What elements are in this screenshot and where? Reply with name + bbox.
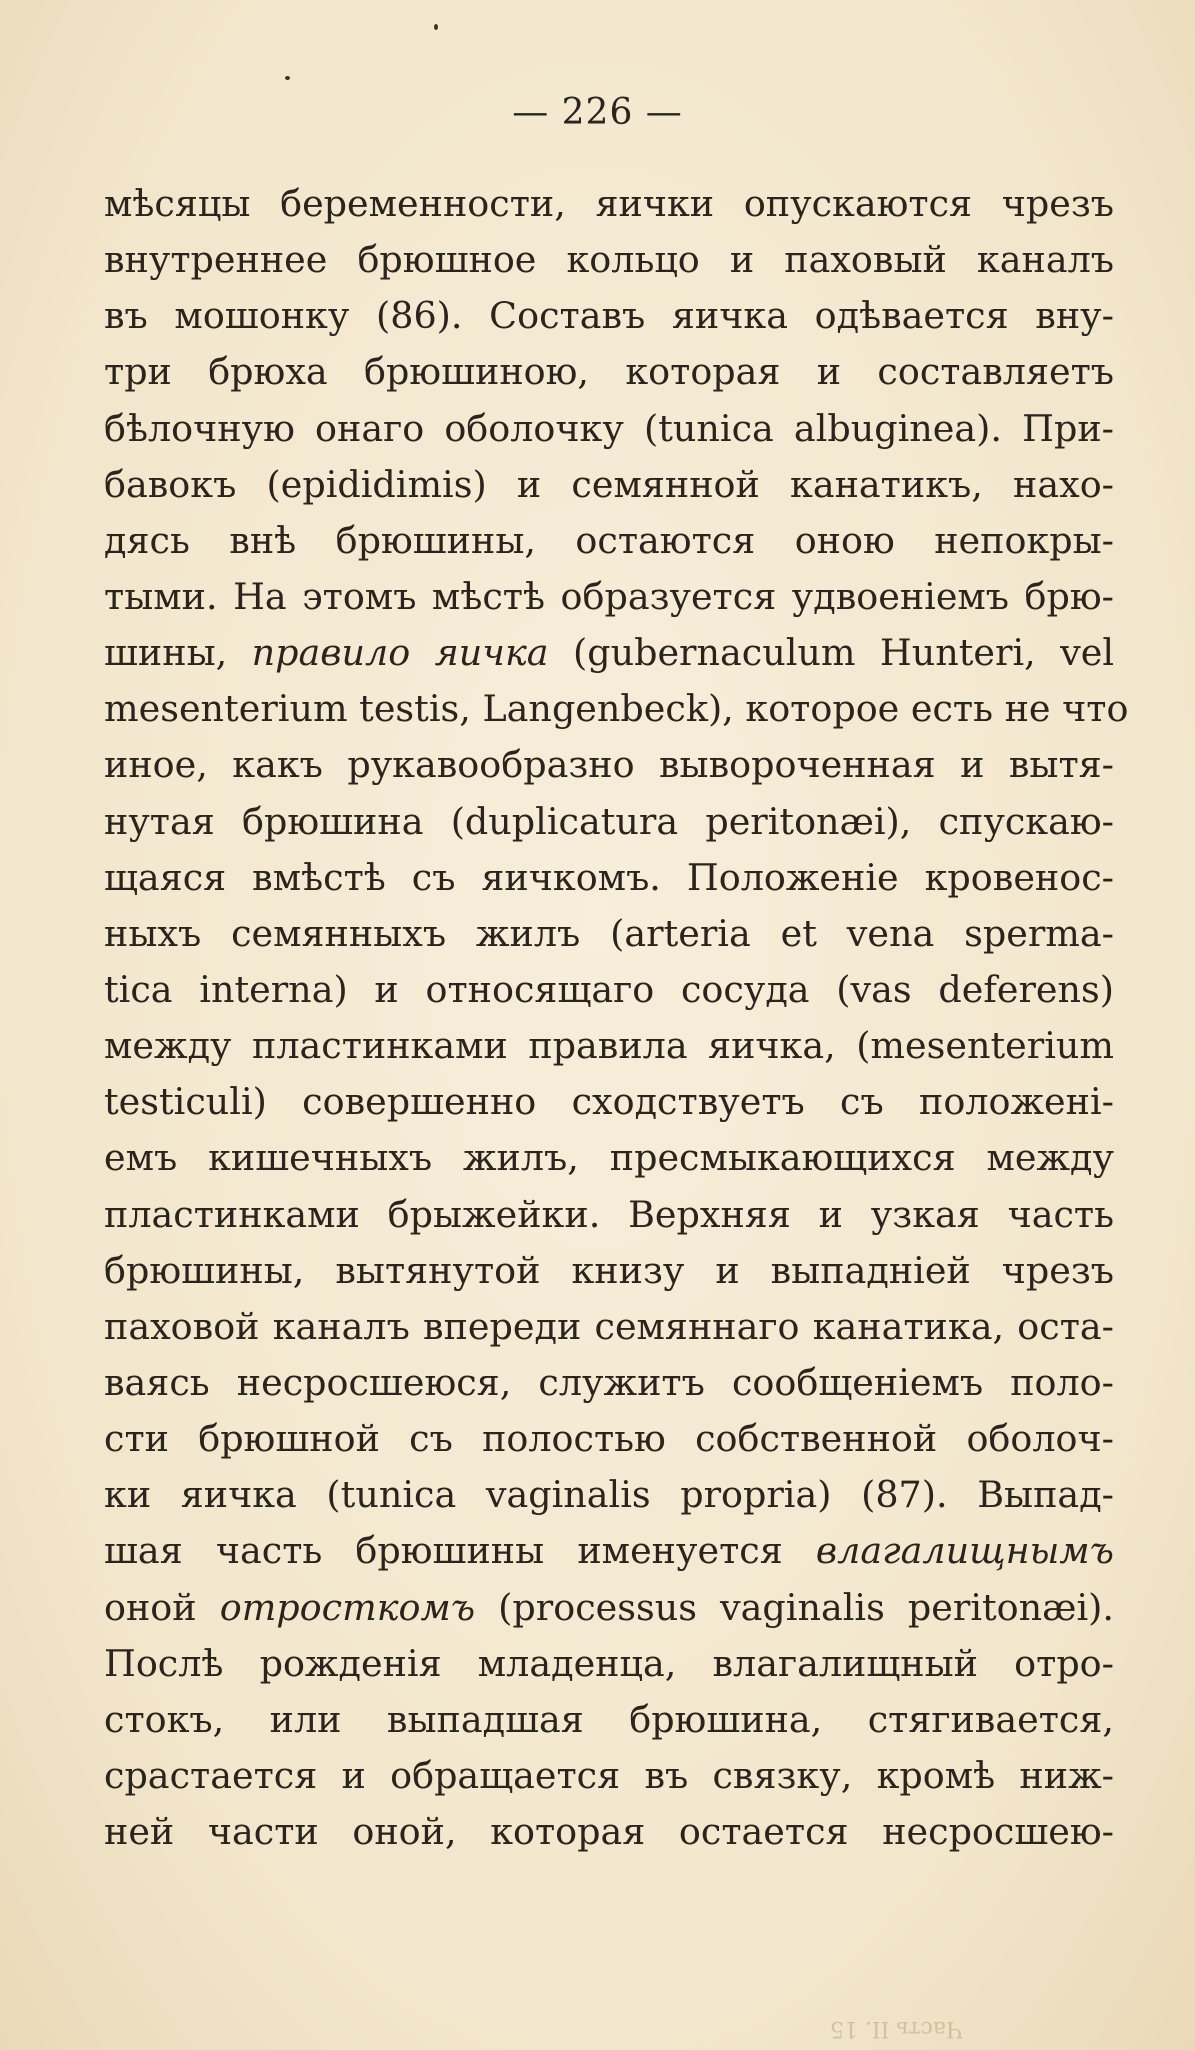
text-line: Послѣ рожденiя младенца, влагалищный отро- bbox=[104, 1641, 1114, 1685]
text-line: tica interna) и относящаго сосуда (vas deferens) bbox=[104, 967, 1114, 1011]
text-line: брюшины, вытянутой книзу и выпаднiей чрезъ bbox=[104, 1248, 1114, 1292]
text-line: мѣсяцы беременности, яички опускаются чрезъ bbox=[104, 182, 1114, 225]
text-line: шая часть брюшины именуется влагалищнымъ bbox=[104, 1529, 1114, 1573]
text-line: между пластинками правила яичка, (mesenterium bbox=[104, 1024, 1114, 1068]
text-line: внутреннее брюшное кольцо и паховый каналъ bbox=[104, 238, 1114, 282]
text-line: три брюха брюшиною, которая и составляетъ bbox=[104, 350, 1114, 394]
text-line: оной отросткомъ (processus vaginalis peritonæi). bbox=[104, 1585, 1114, 1629]
ink-speck bbox=[285, 76, 290, 80]
text-line: ныхъ семянныхъ жилъ (arteria et vena sperma- bbox=[104, 911, 1114, 955]
text-line: бѣлочную онаго оболочку (tunica albuginea). При- bbox=[104, 406, 1114, 450]
text-line: срастается и обращается въ связку, кромѣ ниж- bbox=[104, 1753, 1114, 1797]
text-line: емъ кишечныхъ жилъ, пресмыкающихся между bbox=[104, 1136, 1114, 1180]
italic-term: отросткомъ bbox=[219, 1585, 476, 1629]
italic-term: правило яичка bbox=[251, 631, 549, 675]
text-line: стокъ, или выпадшая брюшина, стягивается, bbox=[104, 1697, 1114, 1741]
text-line: пластинками брыжейки. Верхняя и узкая часть bbox=[104, 1192, 1114, 1236]
bleed-through-text: Часть II. 15 bbox=[830, 2016, 963, 2041]
text-line: testiculi) совершенно сходствуетъ съ положенi- bbox=[104, 1080, 1114, 1124]
text-line: ваясь несросшеюся, служитъ сообщенiемъ поло- bbox=[104, 1360, 1114, 1404]
text-line: въ мошонку (86). Составъ яичка одѣвается вну- bbox=[104, 294, 1114, 338]
text-line: mesenterium testis, Langenbeck), которое есть не что bbox=[104, 687, 1129, 731]
text-line: иное, какъ рукавообразно вывороченная и вытя- bbox=[104, 743, 1114, 787]
text-line: шины, правило яичка (gubernaculum Hunteri, vel bbox=[104, 631, 1115, 675]
text-line: ки яичка (tunica vaginalis propria) (87). Выпад- bbox=[104, 1473, 1114, 1517]
text-line: сти брюшной съ полостью собственной оболоч- bbox=[104, 1417, 1114, 1461]
page-number: — 226 — bbox=[512, 92, 683, 133]
text-line: ней части оной, которая остается несросшею- bbox=[104, 1810, 1114, 1854]
text-line: дясь внѣ брюшины, остаются оною непокры- bbox=[104, 518, 1114, 562]
body-text bbox=[104, 176, 1129, 1860]
text-line: щаяся вмѣстѣ съ яичкомъ. Положенiе кровенос- bbox=[104, 855, 1114, 899]
text-line: нутая брюшина (duplicatura peritonæi), спускаю- bbox=[104, 799, 1114, 843]
text-line: бавокъ (epididimis) и семянной канатикъ, нахо- bbox=[104, 462, 1114, 506]
text-line: паховой каналъ впереди семяннаго канатика, оста- bbox=[104, 1304, 1114, 1348]
italic-term: влагалищнымъ bbox=[815, 1529, 1114, 1573]
text-line: тыми. На этомъ мѣстѣ образуется удвоенiемъ брю- bbox=[104, 574, 1114, 618]
ink-speck bbox=[434, 24, 438, 30]
